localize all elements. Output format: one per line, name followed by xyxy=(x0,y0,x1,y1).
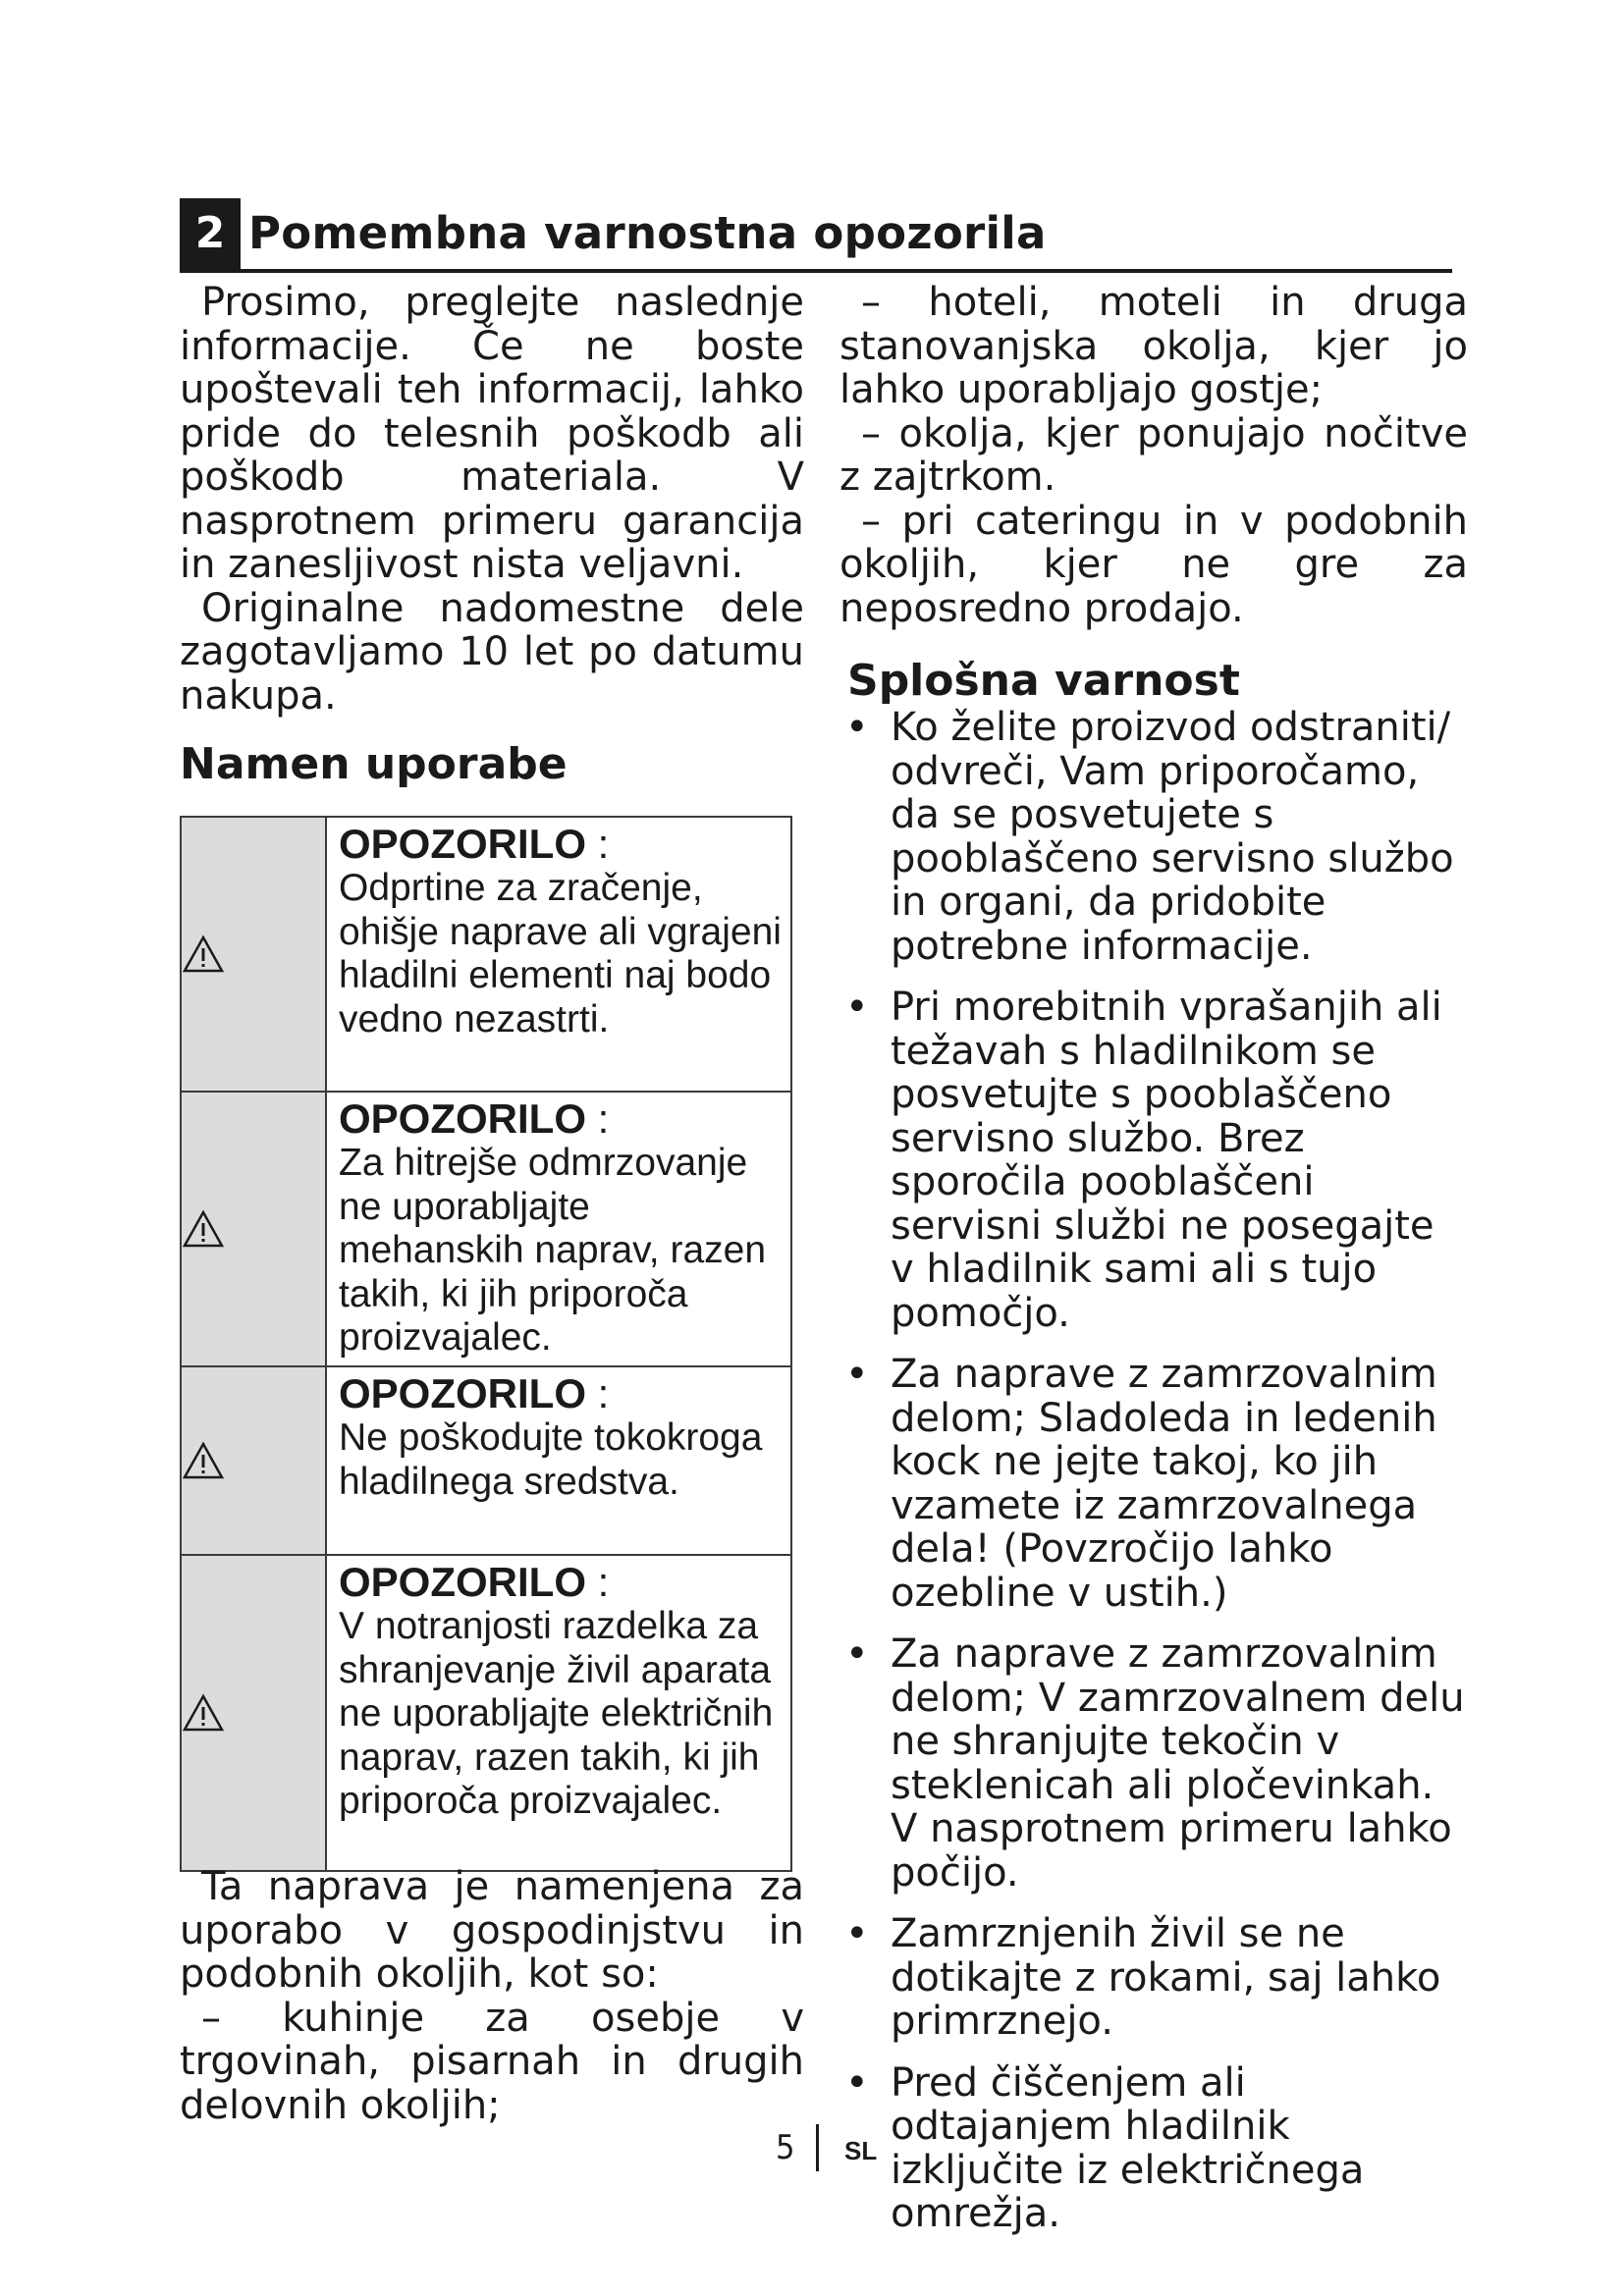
page-number: 5 xyxy=(776,2128,795,2167)
chapter-title: Pomembna varnostna opozorila xyxy=(248,207,1047,259)
warning-text-cell xyxy=(327,818,790,1091)
list-item: • Zamrznjenih živil se ne dotikajte z rokami, saj lahko primrznejo. xyxy=(845,1911,1441,2044)
warning-title: OPOZORILO : xyxy=(339,1095,610,1142)
warning-title: OPOZORILO : xyxy=(339,821,610,867)
warning-text-cell xyxy=(327,1093,790,1365)
chapter-header xyxy=(180,198,1452,273)
left-column-top xyxy=(180,281,804,789)
list-item: • Za naprave z zamrzovalnim delom; V zamrzovalnem delu ne shranjujte tekočin v steklenicah ali pločevinkah. V nasprotnem primeru lahko počijo. xyxy=(845,1631,1465,1896)
warning-triangle-icon xyxy=(182,1693,225,1733)
list-item: • Za naprave z zamrzovalnim delom; Sladoleda in ledenih kock ne jejte takoj, ko jih vzamete iz zamrzovalnega dela! (Povzročijo lahko ozebline v ustih.) xyxy=(845,1352,1437,1616)
warning-text-cell xyxy=(327,1367,790,1554)
warning-triangle-icon xyxy=(182,934,225,974)
warning-text: Ne poškodujte tokokroga hladilnega sredstva. xyxy=(339,1416,763,1503)
section-heading-general-safety: Splošna varnost xyxy=(847,656,1240,706)
warning-text: Za hitrejše odmrzovanje ne uporabljajte mehanskih naprav, razen takih, ki jih priporoča proizvajalec. xyxy=(339,1142,767,1359)
usage-item: – hoteli, moteli in druga stanovanjska okolja, kjer jo lahko uporabljajo gostje; xyxy=(839,280,1468,412)
warning-text: V notranjosti razdelka za shranjevanje živil aparata ne uporabljajte električnih naprav, razen takih, ki jih priporoča proizvajalec. xyxy=(339,1605,774,1822)
right-column xyxy=(839,281,1468,2254)
bullet-icon: • xyxy=(845,1911,869,1956)
footer-divider xyxy=(816,2124,819,2171)
list-item: • Pri morebitnih vprašanjih ali težavah s hladilnikom se posvetujte s pooblaščeno servisno službo. Brez sporočila pooblaščeni servisni službi ne posegajte v hladilnik sami ali s tujo pomočjo. xyxy=(845,985,1442,1336)
warning-icon-cell xyxy=(182,1367,327,1554)
warning-title: OPOZORILO : xyxy=(339,1559,610,1605)
intro-paragraph: Prosimo, preglejte naslednje informacije. Če ne boste upoštevali teh informacij, lahko pride do telesnih poškodb ali poškodb materiala. V nasprotnem primeru garancija in zanesljivost nista veljavni. xyxy=(180,280,804,587)
warning-triangle-icon xyxy=(182,1209,225,1249)
bullet-icon: • xyxy=(845,985,869,1030)
language-code: SL xyxy=(844,2136,878,2165)
bullet-icon: • xyxy=(845,2059,869,2106)
usage-paragraph: Ta naprava je namenjena za uporabo v gospodinjstvu in podobnih okoljih, kot so: xyxy=(180,1864,804,1997)
warning-table xyxy=(180,816,792,1872)
warning-text: Odprtine za zračenje, ohišje naprave ali vgrajeni hladilni elementi naj bodo vedno nezastrti. xyxy=(339,867,782,1041)
usage-item: – pri cateringu in v podobnih okoljih, kjer ne gre za neposredno prodajo. xyxy=(839,498,1468,631)
warning-triangle-icon xyxy=(182,1441,225,1480)
section-heading-intended-use: Namen uporabe xyxy=(180,739,568,789)
bullet-icon: • xyxy=(845,1631,869,1677)
warning-row xyxy=(182,818,790,1093)
warning-row xyxy=(182,1093,790,1367)
warning-text-cell xyxy=(327,1556,790,1870)
chapter-number: 2 xyxy=(180,198,241,269)
bullet-icon: • xyxy=(845,705,869,750)
list-item: • Pred čiščenjem ali odtajanjem hladilnik izključite iz električnega omrežja. xyxy=(845,2059,1365,2236)
warning-row xyxy=(182,1367,790,1556)
warning-row xyxy=(182,1556,790,1870)
warning-icon-cell xyxy=(182,1556,327,1870)
usage-item: – kuhinje za osebje v trgovinah, pisarnah in drugih delovnih okoljih; xyxy=(180,1995,804,2128)
safety-list xyxy=(839,706,1468,2236)
list-item: • Ko želite proizvod odstraniti/ odvreči, Vam priporočamo, da se posvetujete s pooblaščeno servisno službo in organi, da pridobite potrebne informacije. xyxy=(845,705,1454,969)
warning-icon-cell xyxy=(182,1093,327,1365)
spare-parts-paragraph: Originalne nadomestne dele zagotavljamo 10 let po datumu nakupa. xyxy=(180,585,804,719)
warning-title: OPOZORILO : xyxy=(339,1370,610,1416)
usage-item: – okolja, kjer ponujajo nočitve z zajtrkom. xyxy=(839,410,1468,500)
page-footer xyxy=(0,2124,1624,2183)
left-column-bottom xyxy=(180,1865,804,2127)
warning-icon-cell xyxy=(182,818,327,1091)
bullet-icon: • xyxy=(845,1352,869,1397)
